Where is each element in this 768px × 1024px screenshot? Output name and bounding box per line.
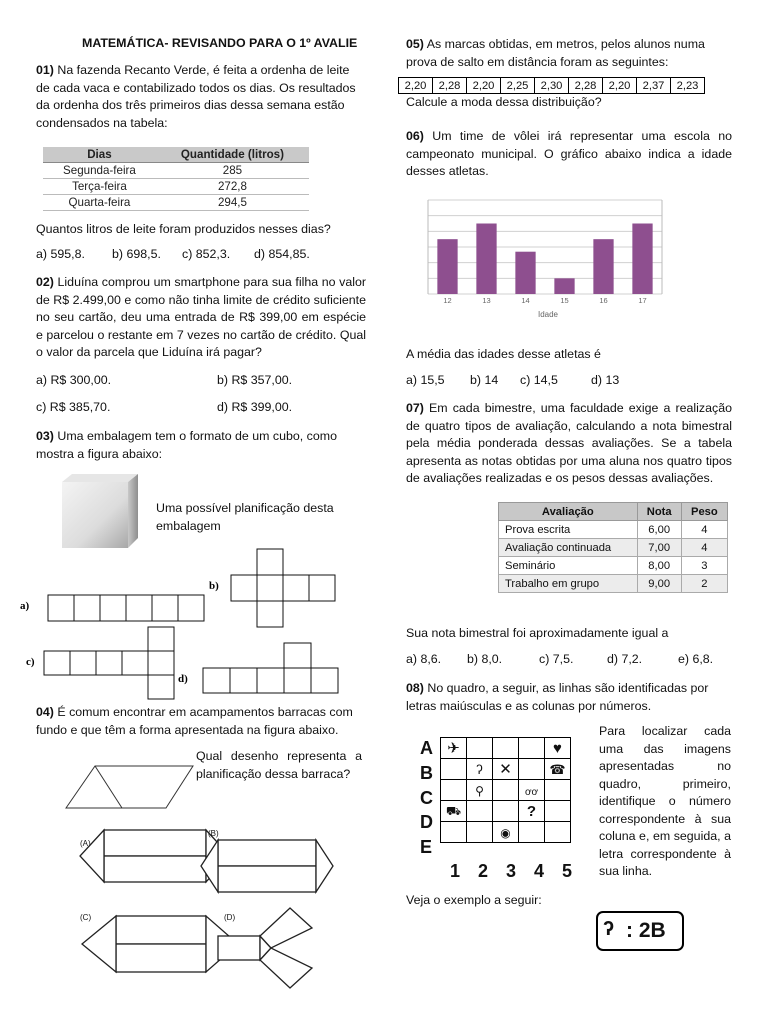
grades-cell: 4 — [681, 521, 727, 539]
q06-option-d: d) 13 — [591, 373, 620, 387]
q05-number: 05) — [406, 37, 424, 51]
grid-cell-2a — [467, 738, 493, 759]
grid-cell-4c — [519, 780, 545, 801]
cross-icon: ✕ — [499, 761, 512, 778]
net-b — [231, 549, 335, 627]
ear-icon: ʔ — [603, 918, 615, 940]
jump-value: 2,20 — [467, 78, 501, 94]
q08-body: No quadro, a seguir, as linhas são identificadas por letras maiúsculas e as colunas por números. — [406, 681, 709, 713]
chart-tick-label: 12 — [443, 296, 452, 305]
q02-number: 02) — [36, 275, 54, 289]
chart-bar — [554, 278, 574, 294]
q08-number: 08) — [406, 681, 424, 695]
question-icon: ? — [526, 802, 537, 820]
chart-x-label: Idade — [537, 310, 559, 319]
q04-number: 04) — [36, 705, 54, 719]
tent-label-c: (C) — [80, 913, 92, 922]
milk-header-qtd: Quantidade (litros) — [156, 147, 309, 163]
net-c — [44, 627, 174, 699]
eye-icon: ◉ — [500, 825, 511, 840]
milk-cell: Terça-feira — [43, 179, 156, 195]
net-label-d: d) — [178, 673, 188, 685]
q03-caption: Uma possível planificação desta embalagem — [156, 501, 334, 533]
grid-cell-2b — [467, 759, 493, 780]
row-label-a: A — [420, 738, 433, 758]
grades-cell: 4 — [681, 539, 727, 557]
q02-option-b: b) R$ 357,00. — [217, 373, 293, 387]
milk-table — [43, 147, 309, 211]
col-label-5: 5 — [562, 861, 573, 881]
q07-option-e: e) 6,8. — [678, 652, 714, 666]
example-box — [596, 911, 684, 951]
q06-number: 06) — [406, 129, 424, 143]
milk-cell: 294,5 — [156, 195, 309, 211]
grades-cell: 9,00 — [637, 575, 681, 593]
grades-cell: 3 — [681, 557, 727, 575]
chart-bar — [632, 224, 652, 295]
chart-tick-label: 13 — [482, 296, 491, 305]
q02-text — [36, 274, 366, 362]
jump-values-table — [398, 77, 705, 94]
ambulance-icon: ⛟ — [445, 804, 462, 818]
chart-tick-label: 16 — [599, 296, 608, 305]
q06-option-a: a) 15,5 — [406, 373, 445, 387]
milk-cell: Segunda-feira — [43, 163, 156, 179]
heart-icon: ♥ — [553, 739, 562, 757]
net-label-c: c) — [26, 656, 35, 668]
jump-value: 2,20 — [399, 78, 433, 94]
chart-bar — [437, 239, 457, 294]
col-label-1: 1 — [450, 861, 461, 881]
grid-cell-5d — [545, 801, 571, 822]
q07-option-c: c) 7,5. — [539, 652, 574, 666]
q04-body: É comum encontrar em acampamentos barracas com fundo e que têm a forma apresentada na figura abaixo. — [36, 705, 353, 737]
tent-prism — [62, 758, 196, 818]
tent-net-b — [201, 840, 333, 892]
q04-question: Qual desenho representa a planificação dessa barraca? — [196, 749, 362, 781]
grid-cell-4d — [519, 801, 545, 822]
q07-option-a: a) 8,6. — [406, 652, 442, 666]
jump-value: 2,37 — [637, 78, 671, 94]
grades-cell: Trabalho em grupo — [499, 575, 638, 593]
jump-value: 2,20 — [603, 78, 637, 94]
age-bar-chart — [418, 196, 672, 322]
grid-cell-5e — [545, 822, 571, 843]
grid-cell-2c — [467, 780, 493, 801]
milk-header-dias: Dias — [43, 147, 156, 163]
q04-text — [36, 704, 366, 739]
q02-body: Liduína comprou um smartphone para sua filha no valor de R$ 2.499,00 e como não tinha limite de crédito suficiente no seu cartão, deu uma entrada de R$ 399,00 em espécie e parcelou o restante em 7 vezes no cartão de crédito. Qual o valor da parcela que Liduína irá pagar? — [36, 275, 366, 359]
grades-cell: Avaliação continuada — [499, 539, 638, 557]
tent-net-c — [82, 916, 238, 972]
q02-option-c: c) R$ 385,70. — [36, 400, 111, 414]
col-label-3: 3 — [506, 861, 517, 881]
grid-cell-1a — [441, 738, 467, 759]
tent-label-d: (D) — [224, 913, 236, 922]
q08-example-label: Veja o exemplo a seguir: — [406, 893, 542, 907]
grades-cell: 6,00 — [637, 521, 681, 539]
grades-cell: Prova escrita — [499, 521, 638, 539]
airplane-icon: ✈ — [447, 740, 460, 757]
row-label-e: E — [420, 837, 433, 857]
jump-value: 2,28 — [433, 78, 467, 94]
page-title: MATEMÁTICA- REVISANDO PARA O 1º AVALIE — [82, 36, 358, 50]
q05-question: Calcule a moda dessa distribuição? — [406, 95, 602, 109]
q07-text — [406, 400, 732, 488]
q01-question: Quantos litros de leite foram produzidos nesses dias? — [36, 222, 331, 236]
grades-cell: 7,00 — [637, 539, 681, 557]
chart-bar — [476, 224, 496, 295]
row-label-c: C — [420, 788, 433, 808]
q06-option-b: b) 14 — [470, 373, 499, 387]
q07-question: Sua nota bimestral foi aproximadamente igual a — [406, 626, 669, 640]
chart-bar — [593, 239, 613, 294]
q07-body: Em cada bimestre, uma faculdade exige a realização de quatro tipos de avaliação, calculando a nota bimestral pela média ponderada dessas avaliações. Se a tabela apresenta as notas obtidas por uma aluna nos quatro tipos de avaliações realizadas e os pesos dessas avaliações. — [406, 401, 732, 485]
grid-cell-4e — [519, 822, 545, 843]
ear-icon: ʔ — [476, 761, 483, 777]
col-label-4: 4 — [534, 861, 545, 881]
grades-cell: 2 — [681, 575, 727, 593]
grades-header-nota: Nota — [637, 503, 681, 521]
chart-bar — [515, 252, 535, 294]
q02-option-a: a) R$ 300,00. — [36, 373, 112, 387]
grid-cell-4b — [519, 759, 545, 780]
grades-header-avaliacao: Avaliação — [499, 503, 638, 521]
tent-nets — [76, 824, 376, 992]
q03-body: Uma embalagem tem o formato de um cubo, como mostra a figura abaixo: — [36, 429, 337, 461]
symbol-grid — [440, 737, 571, 843]
grades-table — [498, 502, 728, 593]
grid-cell-1d — [441, 801, 467, 822]
q07-option-d: d) 7,2. — [607, 652, 643, 666]
net-label-a: a) — [20, 600, 30, 612]
net-label-b: b) — [209, 580, 219, 592]
q01-option-b: b) 698,5. — [112, 247, 161, 261]
bicycle-icon: ơơ — [524, 786, 539, 798]
row-label-b: B — [420, 763, 433, 783]
phone-icon: ☎ — [549, 761, 566, 777]
chart-grid — [428, 200, 662, 294]
q03-number: 03) — [36, 429, 54, 443]
grid-cell-1b — [441, 759, 467, 780]
q08-side-text: Para localizar cada uma das imagens apresentadas no quadro, primeiro, identifique o número correspondente à sua coluna e, em seguida, a letra correspondente à sua linha. — [599, 724, 731, 878]
milk-cell: Quarta-feira — [43, 195, 156, 211]
net-d — [203, 643, 338, 693]
q06-text — [406, 128, 732, 181]
chart-tick-label: 14 — [521, 296, 530, 305]
q01-body: Na fazenda Recanto Verde, é feita a ordenha de leite de cada vaca e contabilizado todos os dias. Os resultados da ordenha dos três primeiros dias dessa semana estão condensados na tabela: — [36, 63, 356, 130]
grid-cell-3c — [493, 780, 519, 801]
grid-cell-3a — [493, 738, 519, 759]
jump-value: 2,28 — [569, 78, 603, 94]
tent-label-a: (A) — [80, 839, 91, 848]
grid-cell-5a — [545, 738, 571, 759]
q07-number: 07) — [406, 401, 424, 415]
grid-cell-2d — [467, 801, 493, 822]
q01-number: 01) — [36, 63, 54, 77]
grades-cell: 8,00 — [637, 557, 681, 575]
grid-cell-1e — [441, 822, 467, 843]
grid-cell-3b — [493, 759, 519, 780]
grid-cell-1c — [441, 780, 467, 801]
q01-option-d: d) 854,85. — [254, 247, 310, 261]
q03-text — [36, 428, 366, 463]
chart-ticks — [443, 296, 646, 305]
cube-illustration — [58, 472, 140, 550]
q06-body: Um time de vôlei irá representar uma escola no campeonato municipal. O gráfico abaixo indica a idade desses atletas. — [406, 129, 732, 178]
q01-option-a: a) 595,8. — [36, 247, 85, 261]
net-a — [48, 595, 204, 621]
q01-text — [36, 62, 366, 132]
chart-bars — [437, 224, 652, 295]
col-label-2: 2 — [478, 861, 489, 881]
q06-option-c: c) 14,5 — [520, 373, 558, 387]
jump-value: 2,25 — [501, 78, 535, 94]
grid-cell-3e — [493, 822, 519, 843]
q01-option-c: c) 852,3. — [182, 247, 231, 261]
chart-tick-label: 17 — [638, 296, 647, 305]
tent-label-b: (B) — [208, 829, 219, 838]
jump-value: 2,30 — [535, 78, 569, 94]
milk-cell: 272,8 — [156, 179, 309, 195]
q06-question: A média das idades desse atletas é — [406, 347, 601, 361]
grid-cell-2e — [467, 822, 493, 843]
q05-text — [406, 36, 732, 71]
cube-nets — [20, 545, 365, 705]
key-icon: ⚲ — [475, 783, 484, 798]
q02-option-d: d) R$ 399,00. — [217, 400, 293, 414]
grid-cell-5c — [545, 780, 571, 801]
grid-cell-5b — [545, 759, 571, 780]
grades-header-peso: Peso — [681, 503, 727, 521]
grid-cell-4a — [519, 738, 545, 759]
grid-cell-3d — [493, 801, 519, 822]
q07-option-b: b) 8,0. — [467, 652, 503, 666]
grades-cell: Seminário — [499, 557, 638, 575]
row-label-d: D — [420, 812, 433, 832]
q05-body: As marcas obtidas, em metros, pelos alunos numa prova de salto em distância foram as seguintes: — [406, 37, 705, 69]
chart-tick-label: 15 — [560, 296, 569, 305]
q08-text — [406, 680, 732, 715]
example-code: : 2B — [626, 919, 666, 942]
milk-cell: 285 — [156, 163, 309, 179]
jump-value: 2,23 — [671, 78, 705, 94]
